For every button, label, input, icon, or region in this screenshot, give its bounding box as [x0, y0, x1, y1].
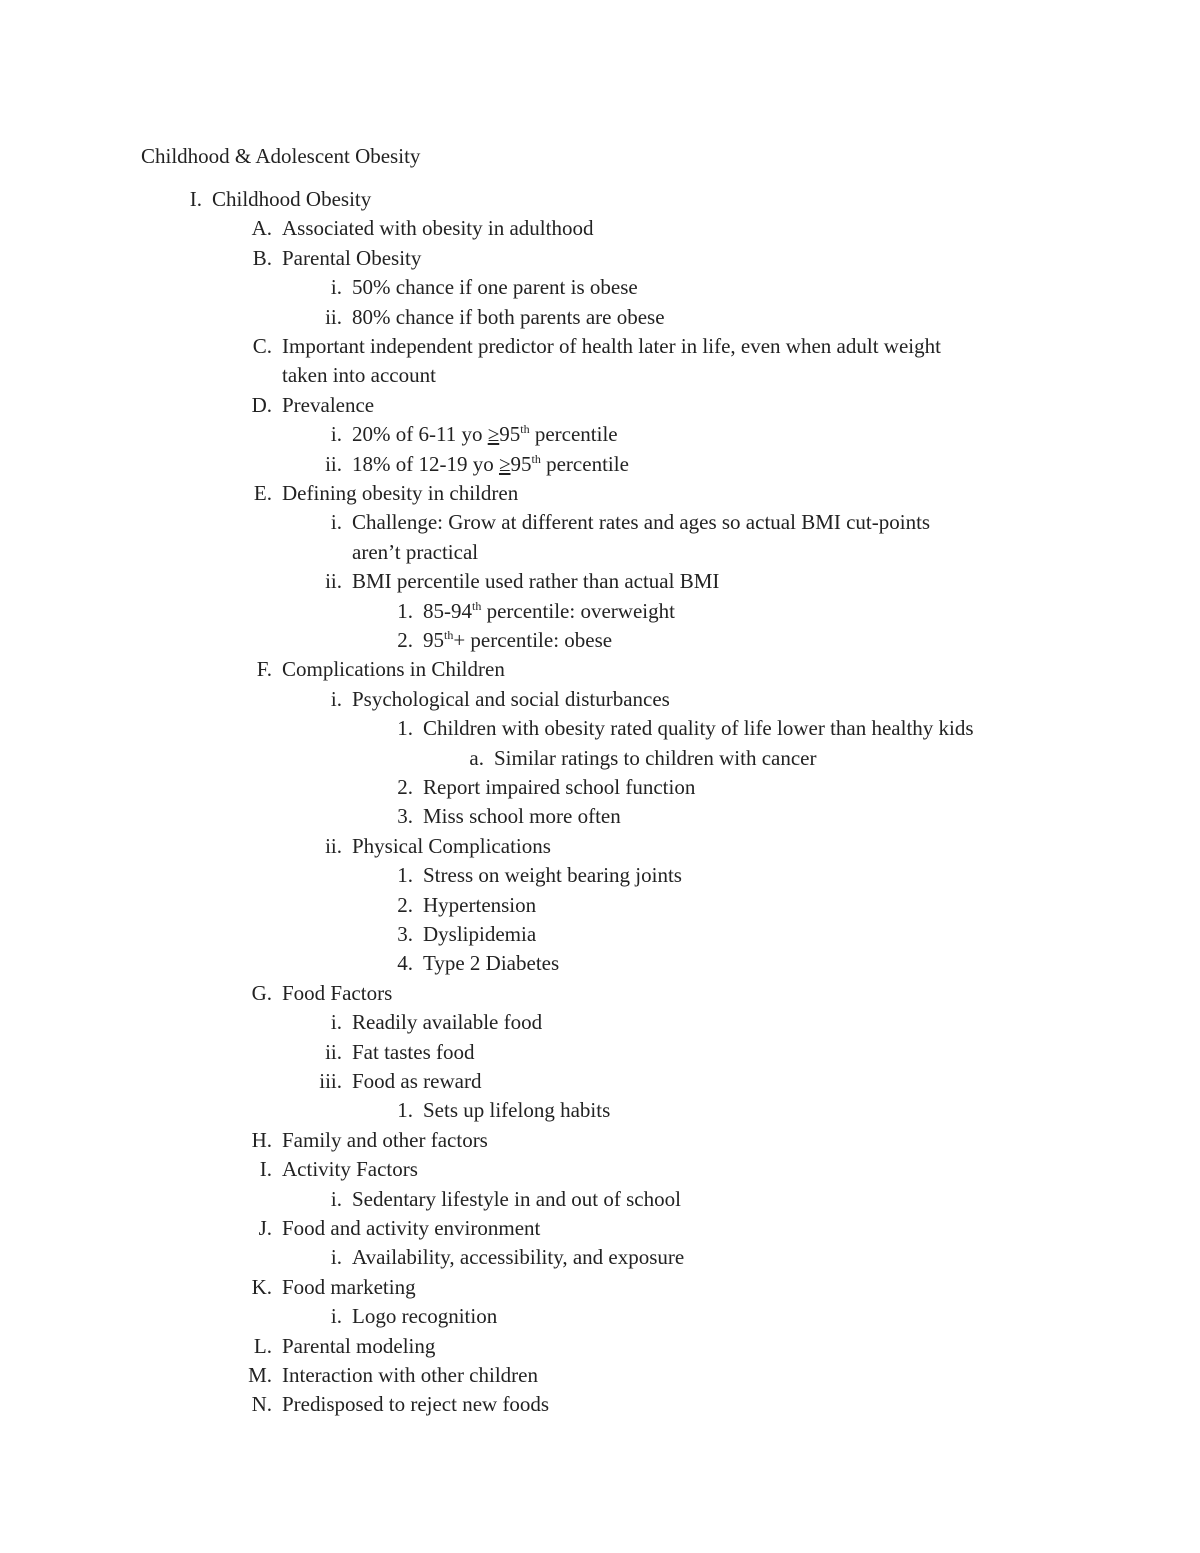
outline-marker: ii. — [325, 304, 342, 329]
greater-equal-symbol: ≥ — [487, 422, 500, 447]
outline-item — [253, 479, 519, 508]
outline-marker: 2. — [397, 775, 413, 799]
ordinal-superscript: th — [472, 598, 482, 613]
outline-marker: D. — [251, 392, 272, 417]
outline-item — [251, 979, 393, 1008]
outline-marker: K. — [251, 1274, 272, 1299]
outline-text: Complications in Children — [282, 657, 505, 682]
outline-marker: 3. — [397, 922, 413, 946]
outline-text: Fat tastes food — [352, 1039, 475, 1064]
outline-text: Food as reward — [352, 1069, 482, 1093]
outline-text-continued: percentile: overweight — [481, 598, 675, 623]
outline-text: Availability, accessibility, and exposure — [352, 1245, 685, 1270]
outline-item — [330, 420, 618, 449]
outline-marker: 2. — [397, 892, 413, 917]
greater-equal-symbol: ≥ — [498, 451, 511, 476]
outline-text: Prevalence — [282, 392, 375, 417]
outline-item — [258, 1214, 541, 1243]
outline-text: Important independent predictor of health later in life, even when adult weight — [282, 334, 941, 358]
outline-item — [397, 861, 682, 890]
outline-text: Associated with obesity in adulthood — [282, 216, 594, 241]
outline-marker: I. — [189, 187, 202, 211]
outline-item — [319, 1067, 482, 1096]
outline-marker: i. — [330, 1245, 342, 1270]
outline-marker: C. — [252, 334, 272, 358]
outline-item — [325, 450, 629, 479]
outline-item — [397, 920, 537, 949]
outline-marker: a. — [469, 745, 484, 770]
outline-item — [325, 303, 665, 332]
outline-item — [397, 949, 560, 978]
outline-text: Challenge: Grow at different rates and ages so actual BMI cut-points — [352, 510, 931, 535]
outline-marker: J. — [258, 1216, 272, 1240]
outline-item — [330, 685, 670, 714]
outline-text: 80% chance if both parents are obese — [352, 304, 665, 329]
outline-marker: E. — [253, 481, 272, 505]
outline-marker: H. — [251, 1127, 272, 1152]
outline-text: Sedentary lifestyle in and out of school — [352, 1186, 681, 1211]
outline-marker: M. — [248, 1363, 272, 1387]
outline-text: BMI percentile used rather than actual BMI — [352, 569, 720, 594]
outline-text: Food Factors — [282, 980, 393, 1005]
outline-marker: ii. — [325, 451, 342, 476]
outline-item — [253, 1332, 436, 1361]
outline-text: taken into account — [282, 363, 436, 388]
outline-item — [330, 1185, 681, 1214]
outline-marker: 1. — [397, 716, 413, 741]
outline-text: Readily available food — [352, 1010, 543, 1035]
outline-item — [252, 244, 422, 273]
outline-text-continued: + percentile: obese — [453, 628, 613, 652]
outline-marker: ii. — [325, 1039, 342, 1064]
outline-text: Defining obesity in children — [282, 481, 519, 505]
outline-item — [252, 332, 941, 361]
outline-marker: A. — [251, 216, 272, 241]
outline-marker: iii. — [319, 1069, 342, 1093]
outline-text: Similar ratings to children with cancer — [494, 745, 817, 770]
outline-item — [251, 214, 594, 243]
outline-item — [352, 538, 478, 567]
outline-text: Type 2 Diabetes — [423, 951, 560, 976]
outline-text: Sets up lifelong habits — [423, 1098, 611, 1123]
outline-text: Report impaired school function — [423, 775, 696, 799]
outline-text: Miss school more often — [423, 804, 621, 829]
outline-item — [256, 655, 505, 684]
outline-item — [330, 273, 638, 302]
outline-marker: 3. — [397, 804, 413, 829]
outline-marker: i. — [330, 422, 342, 447]
outline-marker: 2. — [397, 628, 413, 652]
outline-marker: ii. — [325, 569, 342, 594]
outline-text: aren’t practical — [352, 539, 479, 564]
outline-item — [251, 1126, 488, 1155]
outline-number: 95 — [499, 422, 521, 447]
outline-item — [251, 1390, 550, 1419]
outline-item — [330, 1302, 498, 1331]
outline-item — [325, 1038, 475, 1067]
outline-text: Physical Complications — [352, 833, 551, 858]
outline-item — [325, 567, 720, 596]
outline-text: 85-94 — [423, 598, 472, 623]
outline-text-continued: percentile — [529, 422, 618, 447]
outline-item — [259, 1155, 418, 1184]
outline-marker: B. — [252, 245, 272, 270]
ordinal-superscript: th — [531, 451, 541, 466]
outline-text: Hypertension — [423, 892, 537, 917]
outline-marker: I. — [259, 1157, 272, 1182]
outline-item — [282, 361, 436, 390]
document-title: Childhood & Adolescent Obesity — [141, 144, 421, 168]
outline-marker: i. — [330, 1304, 342, 1329]
outline-text: Children with obesity rated quality of life lower than healthy kids — [423, 716, 974, 741]
outline-marker: F. — [256, 657, 272, 682]
outline-text: Dyslipidemia — [423, 922, 537, 946]
outline-number: 95 — [510, 451, 532, 476]
ordinal-superscript: th — [444, 628, 454, 642]
outline-item — [325, 832, 551, 861]
outline-text: 95 — [423, 628, 444, 652]
outline-marker: 1. — [397, 863, 413, 888]
outline-item — [251, 391, 375, 420]
outline-item — [330, 1008, 543, 1037]
outline-text: 18% of 12-19 yo — [352, 451, 499, 476]
outline-text: Parental Obesity — [282, 245, 422, 270]
outline-marker: 1. — [397, 598, 413, 623]
outline-item — [397, 714, 974, 743]
outline-item — [397, 626, 613, 655]
outline-text: Family and other factors — [282, 1127, 488, 1152]
outline-text: Food and activity environment — [282, 1216, 541, 1240]
outline-item — [248, 1361, 538, 1390]
outline-item — [397, 802, 621, 831]
outline-item — [330, 1243, 685, 1272]
outline-item — [397, 1096, 611, 1125]
outline-item — [397, 597, 675, 626]
outline-text: Parental modeling — [282, 1333, 436, 1358]
outline-marker: L. — [253, 1333, 272, 1358]
outline-item — [330, 508, 931, 537]
outline-marker: i. — [330, 510, 342, 535]
outline-marker: 4. — [397, 951, 413, 976]
outline-marker: i. — [330, 275, 342, 300]
outline-marker: ii. — [325, 833, 342, 858]
outline-item — [251, 1273, 416, 1302]
outline-text: 50% chance if one parent is obese — [352, 275, 638, 300]
outline-marker: i. — [330, 686, 342, 711]
outline-item — [397, 891, 537, 920]
outline-item — [189, 185, 372, 214]
outline-text: Psychological and social disturbances — [352, 686, 670, 711]
outline-item — [397, 773, 696, 802]
outline-marker: G. — [251, 980, 272, 1005]
outline-text: 20% of 6-11 yo — [352, 422, 488, 447]
outline-marker: 1. — [397, 1098, 413, 1123]
outline-text: Stress on weight bearing joints — [423, 863, 682, 888]
ordinal-superscript: th — [520, 422, 530, 437]
outline-text: Predisposed to reject new foods — [282, 1392, 550, 1417]
outline-marker: N. — [251, 1392, 272, 1417]
outline-text-continued: percentile — [540, 451, 629, 476]
outline-text: Interaction with other children — [282, 1363, 538, 1387]
outline-text: Activity Factors — [282, 1157, 418, 1182]
outline-text: Food marketing — [282, 1274, 416, 1299]
outline-marker: i. — [330, 1186, 342, 1211]
outline-item — [469, 744, 817, 773]
outline-marker: i. — [330, 1010, 342, 1035]
outline-text: Logo recognition — [352, 1304, 498, 1329]
outline-text: Childhood Obesity — [212, 187, 372, 211]
